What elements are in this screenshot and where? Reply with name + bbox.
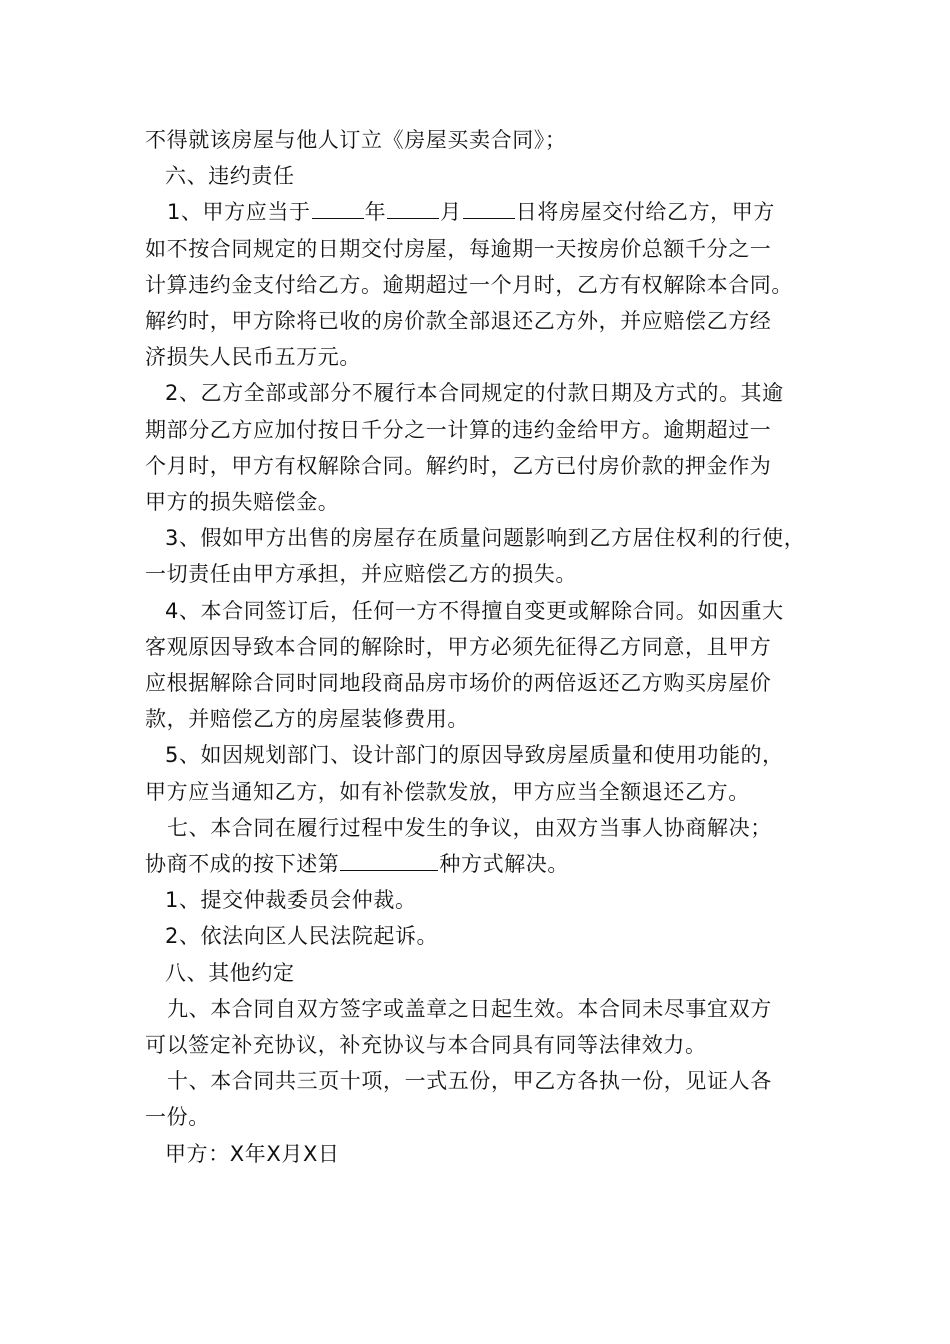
text-line: 客观原因导致本合同的解除时，甲方必须先征得乙方同意，且甲方 <box>145 634 772 659</box>
section-heading-copies: 十、本合同共三页十项，一式五份，甲乙方各执一份，见证人各 <box>167 1069 772 1094</box>
section-heading-effect: 九、本合同自双方签字或盖章之日起生效。本合同未尽事宜双方 <box>167 996 772 1021</box>
document-body <box>145 122 815 1172</box>
month-blank <box>387 196 439 219</box>
clause-payment-default: 2、乙方全部或部分不履行本合同规定的付款日期及方式的。其逾 <box>165 381 784 406</box>
option-court: 2、依法向区人民法院起诉。 <box>165 924 439 949</box>
text-line: 甲方的损失赔偿金。 <box>145 490 340 515</box>
text-line: 一切责任由甲方承担，并应赔偿乙方的损失。 <box>145 562 577 587</box>
signature-line-party-a: 甲方：X年X月X日 <box>165 1141 340 1166</box>
text-line: 个月时，甲方有权解除合同。解约时，乙方已付房价款的押金作为 <box>145 453 772 478</box>
text-fragment: 年 <box>364 200 387 225</box>
option-arbitration: 1、提交仲裁委员会仲裁。 <box>165 888 417 913</box>
text-fragment: 种方式解决。 <box>439 852 570 877</box>
clause-planning: 5、如因规划部门、设计部门的原因导致房屋质量和使用功能的， <box>165 743 784 768</box>
day-blank <box>463 196 515 219</box>
clause-quality: 3、假如甲方出售的房屋存在质量问题影响到乙方居住权利的行使， <box>165 526 806 551</box>
clause-no-change: 4、本合同签订后，任何一方不得擅自变更或解除合同。如因重大 <box>165 598 784 623</box>
text-fragment: 1、甲方应当于 <box>167 200 311 225</box>
clause-delivery-date <box>145 194 815 230</box>
section-heading-disputes: 七、本合同在履行过程中发生的争议，由双方当事人协商解决； <box>167 815 772 840</box>
text-line: 应根据解除合同时同地段商品房市场价的两倍返还乙方购买房屋价 <box>145 671 772 696</box>
text-line: 甲方应当通知乙方，如有补偿款发放，甲方应当全额退还乙方。 <box>145 779 750 804</box>
text-line: 不得就该房屋与他人订立《房屋买卖合同》； <box>145 128 567 152</box>
text-fragment: 月 <box>440 200 462 225</box>
section-heading-other: 八、其他约定 <box>165 960 295 985</box>
method-blank <box>340 848 438 871</box>
text-fragment: 日将房屋交付给乙方，甲方 <box>515 200 775 225</box>
clause-dispute-method <box>145 846 815 882</box>
text-line: 解约时，甲方除将已收的房价款全部退还乙方外，并应赔偿乙方经 <box>145 309 772 334</box>
text-line: 款，并赔偿乙方的房屋装修费用。 <box>145 707 469 732</box>
text-fragment: 协商不成的按下述第 <box>145 852 340 877</box>
year-blank <box>312 196 364 219</box>
text-line: 一份。 <box>145 1105 210 1130</box>
text-line: 如不按合同规定的日期交付房屋，每逾期一天按房价总额千分之一 <box>145 236 772 261</box>
text-line: 可以签定补充协议，补充协议与本合同具有同等法律效力。 <box>145 1033 707 1058</box>
text-line: 济损失人民币五万元。 <box>145 345 361 370</box>
section-heading-breach: 六、违约责任 <box>165 164 295 189</box>
text-line: 期部分乙方应加付按日千分之一计算的违约金给甲方。逾期超过一 <box>145 417 772 442</box>
text-line: 计算违约金支付给乙方。逾期超过一个月时，乙方有权解除本合同。 <box>145 272 793 297</box>
